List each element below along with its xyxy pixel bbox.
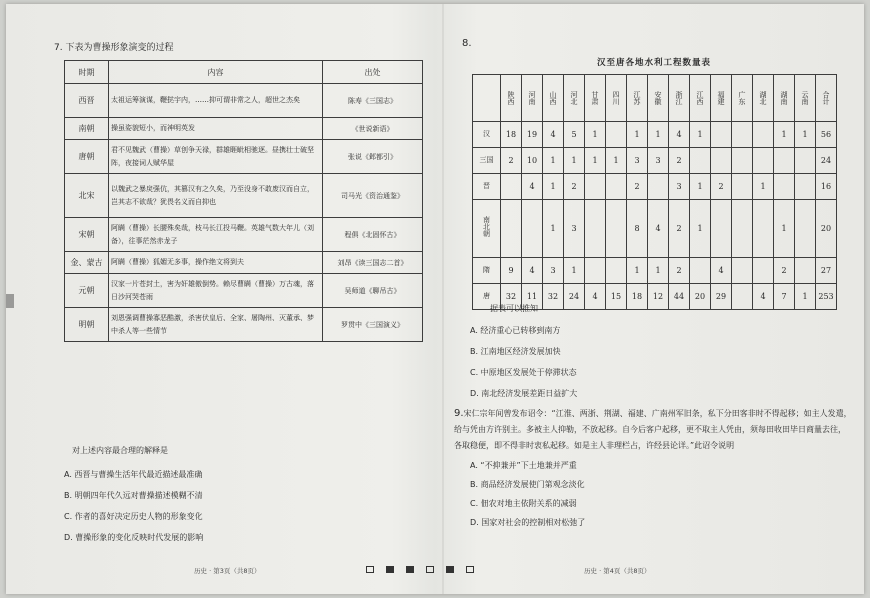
q8-header-province	[585, 75, 606, 122]
q8-value-cell: 2	[501, 148, 522, 174]
q9-options	[470, 456, 852, 532]
q7-period-cell: 西晋	[65, 84, 109, 118]
q8-value-cell: 1	[774, 200, 795, 258]
q8-era-label: 隋	[483, 266, 490, 274]
q9-number: 9.	[454, 408, 464, 419]
q8-value-cell	[585, 174, 606, 200]
q8-value-cell: 1	[690, 200, 711, 258]
q7-period-cell: 元朝	[65, 274, 109, 308]
q8-era-label: 三国	[479, 156, 494, 164]
q8-value-cell	[732, 200, 753, 258]
q7-source-cell: 程俱《北固怀古》	[323, 218, 423, 252]
q8-value-cell: 18	[501, 122, 522, 148]
q8-value-cell: 4	[711, 258, 732, 284]
mark	[366, 566, 374, 573]
q9-option-a[interactable]: A. “不抑兼并”下土地兼并严重	[470, 461, 577, 470]
q8-header-province	[690, 75, 711, 122]
q7-header-source: 出处	[323, 61, 423, 84]
q8-era-label: 汉	[483, 130, 490, 138]
q8-header-province	[543, 75, 564, 122]
q8-header-label: 云南	[801, 91, 809, 105]
q8-value-cell	[795, 148, 816, 174]
q8-value-cell: 1	[585, 122, 606, 148]
footer-page-3: 历史 · 第3页（共8页）	[194, 567, 261, 575]
q8-value-cell	[732, 148, 753, 174]
q7-option-b[interactable]: B. 明朝四年代久远对曹操描述模糊不清	[64, 491, 203, 500]
q8-header-province	[627, 75, 648, 122]
q8-option-b[interactable]: B. 江南地区经济发展加快	[470, 347, 561, 356]
q8-value-cell: 8	[627, 200, 648, 258]
q8-header-corner	[473, 75, 501, 122]
q8-value-cell	[732, 174, 753, 200]
q8-value-cell: 1	[606, 148, 627, 174]
q8-value-cell	[732, 258, 753, 284]
q7-table-row	[65, 140, 423, 174]
q8-header-label: 合计	[822, 91, 830, 105]
q8-stem: 据表可以推知	[490, 304, 538, 313]
q8-era-label: 南北朝	[482, 216, 491, 237]
q8-value-cell: 24	[816, 148, 837, 174]
q7-title: 7. 下表为曹操形象演变的过程	[54, 43, 174, 53]
q8-value-cell: 18	[627, 284, 648, 310]
q8-value-cell: 1	[648, 258, 669, 284]
q8-header-label: 陕西	[507, 91, 515, 105]
q8-value-cell: 3	[627, 148, 648, 174]
q8-value-cell: 2	[627, 174, 648, 200]
q8-value-cell: 3	[669, 174, 690, 200]
q8-value-cell: 1	[585, 148, 606, 174]
q7-source-cell: 刘昂《读三国志二首》	[323, 252, 423, 274]
page-4	[444, 4, 864, 594]
q8-value-cell: 16	[816, 174, 837, 200]
q8-value-cell: 4	[648, 200, 669, 258]
q7-table-row	[65, 308, 423, 342]
q8-header-label: 四川	[612, 91, 620, 105]
q8-value-cell: 3	[648, 148, 669, 174]
q8-value-cell	[753, 200, 774, 258]
q8-header-province	[669, 75, 690, 122]
q7-content-cell: 刘恩强调曹操寡恶酷激，杀害伏皇后、全家、屠陶州、灭董承、梦中杀人等一些情节	[109, 308, 323, 342]
q8-table-row	[473, 122, 837, 148]
q7-option-d[interactable]: D. 曹操形象的变化反映时代发展的影响	[64, 533, 204, 542]
q9-option-d[interactable]: D. 国家对社会的控制相对松弛了	[470, 518, 586, 527]
q8-era-label: 晋	[483, 182, 490, 190]
q8-value-cell	[753, 258, 774, 284]
q8-value-cell	[711, 148, 732, 174]
q8-era-cell	[473, 122, 501, 148]
q7-source-cell: 罗贯中《三国演义》	[323, 308, 423, 342]
q8-header-label: 河北	[570, 91, 578, 105]
q7-table-row	[65, 218, 423, 252]
q8-number: 8.	[462, 38, 472, 49]
q8-table-row	[473, 174, 837, 200]
q8-era-cell	[473, 200, 501, 258]
q8-header-province	[564, 75, 585, 122]
q8-value-cell: 20	[690, 284, 711, 310]
q8-value-cell: 27	[816, 258, 837, 284]
q8-value-cell	[774, 174, 795, 200]
q8-value-cell: 1	[543, 174, 564, 200]
q8-era-label: 唐	[483, 292, 490, 300]
q8-header-label: 江苏	[633, 91, 641, 105]
q7-options	[64, 464, 203, 548]
q8-value-cell	[648, 174, 669, 200]
q8-value-cell: 11	[522, 284, 543, 310]
q8-value-cell: 1	[795, 284, 816, 310]
q8-header-province	[795, 75, 816, 122]
q8-header-province	[816, 75, 837, 122]
footer-page-4: 历史 · 第4页（共8页）	[584, 567, 651, 575]
q7-period-cell: 明朝	[65, 308, 109, 342]
q9-option-b[interactable]: B. 商品经济发展使门第观念淡化	[470, 480, 585, 489]
q8-table-row	[473, 200, 837, 258]
q7-source-cell: 吴师道《聊吊古》	[323, 274, 423, 308]
q7-content-cell: 君不见魏武（曹操）草创争天禄，群雄睚眦相驰逐。昼携壮士破坚阵，夜接词人赋华屋	[109, 140, 323, 174]
q8-value-cell	[606, 200, 627, 258]
q8-value-cell	[606, 174, 627, 200]
q8-value-cell	[732, 284, 753, 310]
q8-value-cell: 5	[564, 122, 585, 148]
q8-value-cell: 2	[774, 258, 795, 284]
q8-header-label: 广东	[738, 91, 746, 105]
q8-value-cell	[501, 174, 522, 200]
q8-value-cell: 1	[648, 122, 669, 148]
q8-header-label: 山西	[549, 91, 557, 105]
q8-value-cell	[606, 258, 627, 284]
q8-value-cell: 1	[543, 148, 564, 174]
q8-value-cell: 4	[753, 284, 774, 310]
q8-value-cell: 2	[669, 200, 690, 258]
q7-content-cell: 太祖运筹演谋，鞭挞宇内，……抑可谓非常之人，超世之杰矣	[109, 84, 323, 118]
q7-period-cell: 南朝	[65, 118, 109, 140]
q8-value-cell	[690, 258, 711, 284]
q8-table-row	[473, 148, 837, 174]
q8-option-c[interactable]: C. 中原地区发展处于停滞状态	[470, 368, 577, 377]
q7-header-period: 时期	[65, 61, 109, 84]
q8-value-cell	[585, 200, 606, 258]
q8-value-cell: 9	[501, 258, 522, 284]
q8-value-cell: 7	[774, 284, 795, 310]
q8-value-cell: 3	[564, 200, 585, 258]
q8-options	[470, 320, 577, 404]
q8-value-cell: 4	[543, 122, 564, 148]
q7-source-cell: 《世说新语》	[323, 118, 423, 140]
q8-value-cell: 2	[669, 148, 690, 174]
q8-value-cell: 1	[564, 148, 585, 174]
q8-header-province	[522, 75, 543, 122]
q8-header-label: 安徽	[654, 91, 662, 105]
q8-value-cell	[501, 200, 522, 258]
q8-value-cell: 1	[795, 122, 816, 148]
q8-value-cell	[774, 148, 795, 174]
q8-value-cell	[711, 200, 732, 258]
q7-option-a[interactable]: A. 西晋与曹操生活年代最近描述最准确	[64, 470, 203, 479]
q8-table-row	[473, 258, 837, 284]
q8-header-province	[774, 75, 795, 122]
q8-value-cell	[795, 200, 816, 258]
q8-value-cell: 1	[753, 174, 774, 200]
q8-value-cell	[690, 148, 711, 174]
q8-value-cell: 4	[669, 122, 690, 148]
q8-option-d[interactable]: D. 南北经济发展差距日益扩大	[470, 389, 578, 398]
q8-value-cell: 10	[522, 148, 543, 174]
q7-stem: 对上述内容最合理的解释是	[72, 446, 168, 455]
q7-source-cell: 张说《邺都引》	[323, 140, 423, 174]
q8-value-cell: 4	[522, 258, 543, 284]
q8-value-cell: 1	[564, 258, 585, 284]
q8-header-label: 浙江	[675, 91, 683, 105]
q8-value-cell: 12	[648, 284, 669, 310]
q8-value-cell: 2	[669, 258, 690, 284]
q8-value-cell	[795, 258, 816, 284]
q8-value-cell: 1	[774, 122, 795, 148]
mark	[426, 566, 434, 573]
q8-era-cell	[473, 258, 501, 284]
q8-header-label: 河南	[528, 91, 536, 105]
q8-table-title: 汉至唐各地水利工程数量表	[596, 58, 711, 68]
q8-value-cell	[795, 174, 816, 200]
q7-period-cell: 金、蒙古	[65, 252, 109, 274]
q7-table-row	[65, 252, 423, 274]
q9-block	[454, 406, 852, 532]
q8-header-province	[753, 75, 774, 122]
q8-header-label: 湖北	[759, 91, 767, 105]
q8-header-label: 福建	[717, 91, 725, 105]
q7-content-cell: 阿瞒（曹操）狐媚无多事，操作绝文将到夫	[109, 252, 323, 274]
q7-source-cell: 司马光《资治通鉴》	[323, 174, 423, 218]
q8-header-province	[606, 75, 627, 122]
q8-value-cell	[732, 122, 753, 148]
q8-value-cell	[606, 122, 627, 148]
q8-value-cell: 44	[669, 284, 690, 310]
q7-period-cell: 唐朝	[65, 140, 109, 174]
q8-value-cell: 29	[711, 284, 732, 310]
q8-value-cell	[585, 258, 606, 284]
q9-option-c[interactable]: C. 佃农对地主依附关系的减弱	[470, 499, 577, 508]
q8-value-cell: 3	[543, 258, 564, 284]
q7-header-content: 内容	[109, 61, 323, 84]
q7-table-row	[65, 118, 423, 140]
q8-value-cell: 4	[585, 284, 606, 310]
q7-table	[64, 60, 423, 342]
q8-era-cell	[473, 174, 501, 200]
q8-value-cell: 253	[816, 284, 837, 310]
q8-header-label: 甘肃	[591, 91, 599, 105]
q7-content-cell: 操虽姿貌短小，而神明英发	[109, 118, 323, 140]
q8-value-cell	[711, 122, 732, 148]
q8-header-province	[648, 75, 669, 122]
q7-period-cell: 北宋	[65, 174, 109, 218]
page-3	[6, 4, 442, 594]
q8-option-a[interactable]: A. 经济重心已转移到南方	[470, 326, 561, 335]
q8-header-province	[732, 75, 753, 122]
q8-value-cell: 24	[564, 284, 585, 310]
q8-value-cell: 56	[816, 122, 837, 148]
q7-source-cell: 陈寿《三国志》	[323, 84, 423, 118]
q7-option-c[interactable]: C. 作者的喜好决定历史人物的形象变化	[64, 512, 203, 521]
q8-value-cell: 32	[501, 284, 522, 310]
q8-value-cell	[522, 200, 543, 258]
q8-era-cell	[473, 148, 501, 174]
q8-value-cell: 1	[690, 122, 711, 148]
q7-content-cell: 以魏武之暴戾强伉，其篡汉有之久矣，乃至没身不敢废汉而自立，岂其志不欲哉？犹畏名义而自抑也	[109, 174, 323, 218]
q8-value-cell: 1	[627, 122, 648, 148]
q7-table-row	[65, 274, 423, 308]
q7-table-row	[65, 174, 423, 218]
q7-period-cell: 宋朝	[65, 218, 109, 252]
q8-table	[472, 74, 837, 310]
q8-value-cell	[753, 148, 774, 174]
q8-header-label: 江西	[696, 91, 704, 105]
q7-table-row	[65, 84, 423, 118]
q8-value-cell: 1	[627, 258, 648, 284]
q8-value-cell: 4	[522, 174, 543, 200]
q8-value-cell: 19	[522, 122, 543, 148]
q8-header-province	[501, 75, 522, 122]
q8-value-cell: 1	[543, 200, 564, 258]
q8-value-cell: 2	[564, 174, 585, 200]
q8-value-cell: 32	[543, 284, 564, 310]
exam-sheet	[6, 4, 864, 594]
q8-value-cell: 2	[711, 174, 732, 200]
q8-value-cell: 1	[690, 174, 711, 200]
mark	[406, 566, 414, 573]
mark	[386, 566, 394, 573]
q8-header-province	[711, 75, 732, 122]
q7-content-cell: 阿瞒（曹操）长腰殊矣哉，枝马长江投马鞭。英雄气数大年儿（刘备），往事茫然赤龙子	[109, 218, 323, 252]
q8-value-cell: 20	[816, 200, 837, 258]
q7-content-cell: 汉家一片苍封土，害为奸雄傲倒势。赖尽曹瞒（曹操）万古魂，落日沙河哭苍雨	[109, 274, 323, 308]
q9-stem: 宋仁宗年间曾发布诏令：“江淮、两浙、荆湖、福建、广南州军旧条，私下分田客非时不得起移；如主人发遣，给与凭由方许别主。多被主人抑勒，不放起移。自今后客户起移，更不取主人凭由，须每田收田毕日商量去往，各取稳便，即不得非时衷私起移。如是主人非理栏占，许经县论详。”此诏令说明	[454, 409, 852, 450]
q8-value-cell: 15	[606, 284, 627, 310]
q8-header-label: 湖南	[780, 91, 788, 105]
q8-value-cell	[753, 122, 774, 148]
